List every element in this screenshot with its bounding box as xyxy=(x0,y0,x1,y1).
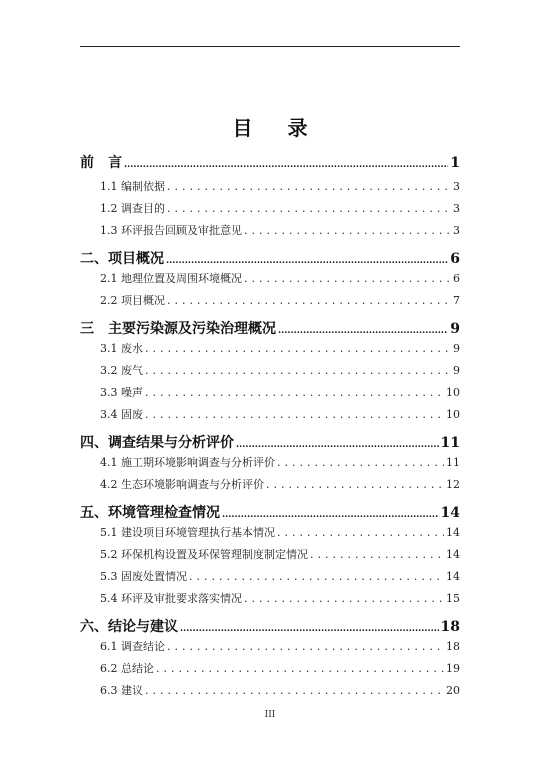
toc-entry-label: 二、项目概况 xyxy=(80,251,164,267)
toc-subsection-entry[interactable] xyxy=(100,178,460,194)
toc-subsection-entry[interactable] xyxy=(100,454,460,470)
toc-leader-dots xyxy=(244,224,451,237)
toc-page-number: 3 xyxy=(453,202,460,215)
toc-subsection-entry[interactable] xyxy=(100,270,460,286)
toc-leader-dots xyxy=(222,505,439,521)
toc-leader-dots xyxy=(156,662,444,675)
toc-page-number: 12 xyxy=(446,478,460,491)
toc-leader-dots xyxy=(277,456,444,469)
toc-entry-label: 1.2 调查目的 xyxy=(100,202,165,215)
toc-leader-dots xyxy=(145,386,444,399)
toc-page-number: 19 xyxy=(446,662,460,675)
toc-subsection-entry[interactable] xyxy=(100,362,460,378)
toc-page-number: 18 xyxy=(446,640,460,653)
toc-leader-dots xyxy=(180,619,439,635)
toc-entry-label: 3.3 噪声 xyxy=(100,386,143,399)
toc-entry-label: 6.3 建议 xyxy=(100,684,143,697)
toc-page-number: 20 xyxy=(446,684,460,697)
toc-entry-label: 1.1 编制依据 xyxy=(100,180,165,193)
toc-entry-label: 2.2 项目概况 xyxy=(100,294,165,307)
toc-leader-dots xyxy=(166,251,448,267)
toc-page-number: 15 xyxy=(446,592,460,605)
toc-leader-dots xyxy=(277,526,444,539)
toc-page-number: 6 xyxy=(453,272,460,285)
toc-subsection-entry[interactable] xyxy=(100,340,460,356)
toc-leader-dots xyxy=(167,640,444,653)
toc-leader-dots xyxy=(167,294,451,307)
toc-page-number: 11 xyxy=(446,456,460,469)
toc-leader-dots xyxy=(145,364,451,377)
toc-page-number: 11 xyxy=(440,435,460,451)
toc-entry-label: 5.1 建设项目环境管理执行基本情况 xyxy=(100,526,275,539)
toc-page-number: 10 xyxy=(446,386,460,399)
toc-leader-dots xyxy=(145,408,444,421)
toc-leader-dots xyxy=(167,180,451,193)
toc-entry-label: 2.1 地理位置及周围环境概况 xyxy=(100,272,242,285)
toc-subsection-entry[interactable] xyxy=(100,292,460,308)
toc-leader-dots xyxy=(145,684,444,697)
toc-page-number: 9 xyxy=(453,364,460,377)
toc-page-number: 14 xyxy=(446,526,460,539)
toc-leader-dots xyxy=(124,155,448,171)
toc-leader-dots xyxy=(278,321,448,337)
toc-leader-dots xyxy=(244,272,451,285)
toc-page-number: 9 xyxy=(453,342,460,355)
toc-entry-label: 6.2 总结论 xyxy=(100,662,154,675)
toc-leader-dots xyxy=(167,202,451,215)
toc-section-entry[interactable] xyxy=(80,616,460,636)
toc-subsection-entry[interactable] xyxy=(100,222,460,238)
toc-section-entry[interactable] xyxy=(80,432,460,452)
toc-leader-dots xyxy=(310,548,444,561)
toc-entry-label: 四、调查结果与分析评价 xyxy=(80,435,234,451)
toc-page-number: 14 xyxy=(446,548,460,561)
page-number-footer: III xyxy=(264,710,276,720)
toc-page-number: 6 xyxy=(450,251,460,267)
toc-entry-label: 五、环境管理检查情况 xyxy=(80,505,220,521)
toc-page-number: 10 xyxy=(446,408,460,421)
toc-page-number: 3 xyxy=(453,224,460,237)
toc-page-number: 3 xyxy=(453,180,460,193)
toc-leader-dots xyxy=(244,592,444,605)
toc-entry-label: 3.4 固废 xyxy=(100,408,143,421)
toc-section-entry[interactable] xyxy=(80,152,460,172)
toc-entry-label: 5.4 环评及审批要求落实情况 xyxy=(100,592,242,605)
toc-subsection-entry[interactable] xyxy=(100,200,460,216)
toc-subsection-entry[interactable] xyxy=(100,546,460,562)
toc-leader-dots xyxy=(189,570,444,583)
toc-entry-label: 6.1 调查结论 xyxy=(100,640,165,653)
toc-entry-label: 三 主要污染源及污染治理概况 xyxy=(80,321,276,337)
toc-entry-label: 5.3 固废处置情况 xyxy=(100,570,187,583)
toc-entry-label: 1.3 环评报告回顾及审批意见 xyxy=(100,224,242,237)
toc-page-number: 18 xyxy=(440,619,460,635)
toc-page-number: 14 xyxy=(440,505,460,521)
toc-leader-dots xyxy=(236,435,439,451)
toc-section-entry[interactable] xyxy=(80,248,460,268)
toc-entry-label: 前 言 xyxy=(80,155,122,171)
toc-subsection-entry[interactable] xyxy=(100,660,460,676)
toc-subsection-entry[interactable] xyxy=(100,524,460,540)
toc-subsection-entry[interactable] xyxy=(100,590,460,606)
toc-subsection-entry[interactable] xyxy=(100,682,460,698)
toc-section-entry[interactable] xyxy=(80,502,460,522)
toc-entry-label: 3.2 废气 xyxy=(100,364,143,377)
toc-subsection-entry[interactable] xyxy=(100,384,460,400)
toc-subsection-entry[interactable] xyxy=(100,406,460,422)
toc-page-number: 7 xyxy=(453,294,460,307)
toc-entry-label: 六、结论与建议 xyxy=(80,619,178,635)
toc-subsection-entry[interactable] xyxy=(100,476,460,492)
toc-page-number: 9 xyxy=(450,321,460,337)
toc-subsection-entry[interactable] xyxy=(100,638,460,654)
toc-leader-dots xyxy=(266,478,444,491)
toc-entry-label: 3.1 废水 xyxy=(100,342,143,355)
toc-subsection-entry[interactable] xyxy=(100,568,460,584)
toc-title: 目 录 xyxy=(232,116,322,140)
toc-leader-dots xyxy=(145,342,451,355)
toc-page-number: 1 xyxy=(450,155,460,171)
toc-entry-label: 4.1 施工期环境影响调查与分析评价 xyxy=(100,456,275,469)
header-rule xyxy=(80,46,460,47)
toc-entry-label: 5.2 环保机构设置及环保管理制度制定情况 xyxy=(100,548,308,561)
toc-section-entry[interactable] xyxy=(80,318,460,338)
toc-entry-label: 4.2 生态环境影响调查与分析评价 xyxy=(100,478,264,491)
toc-page-number: 14 xyxy=(446,570,460,583)
